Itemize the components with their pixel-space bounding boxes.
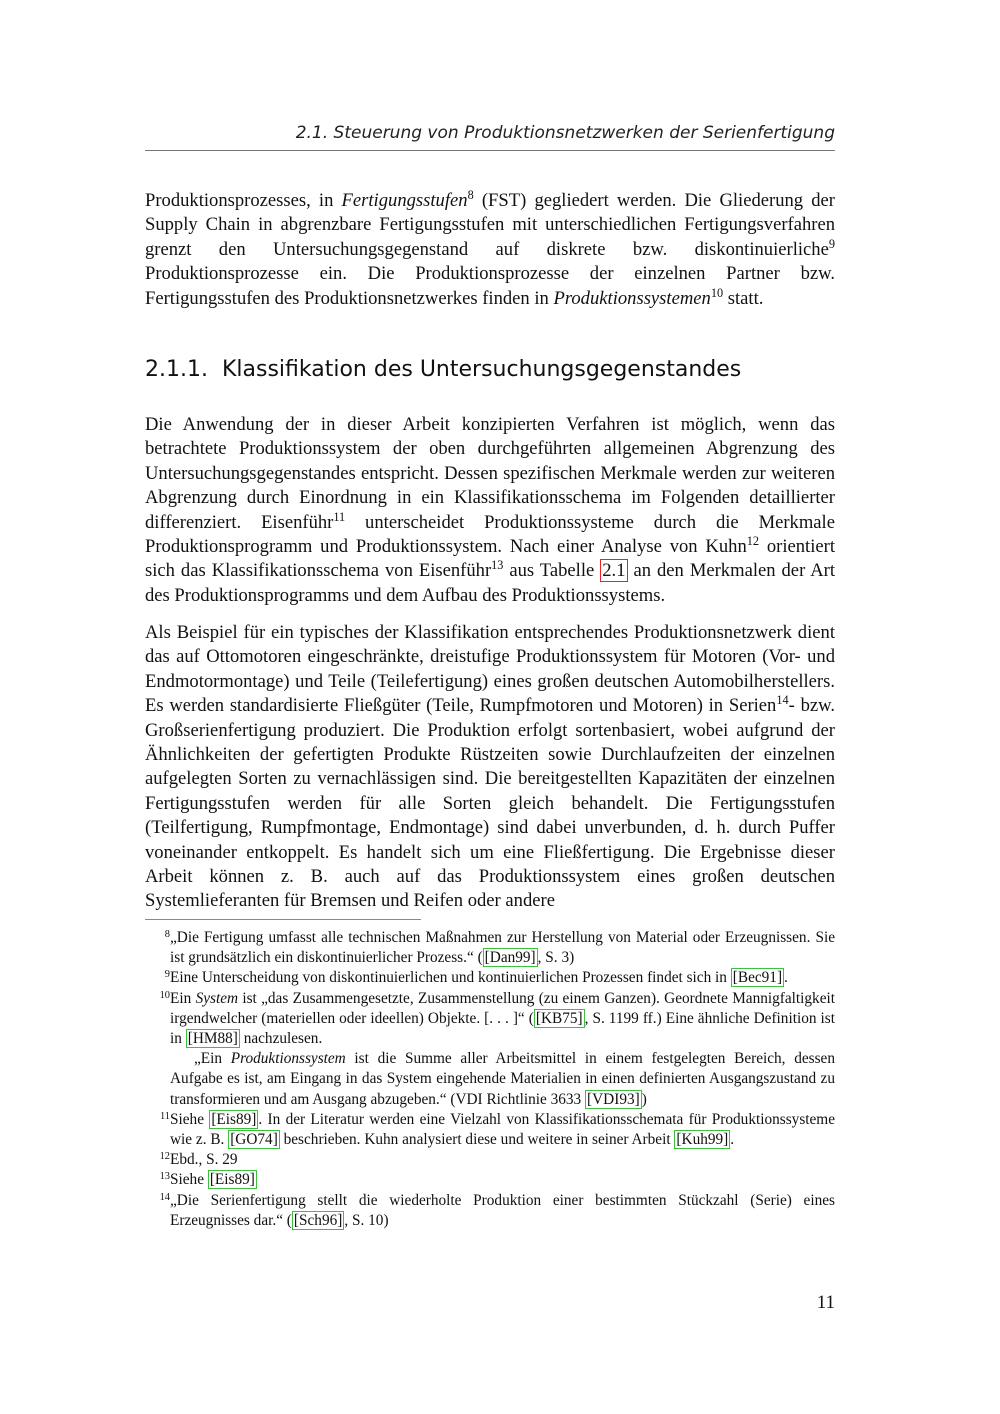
footnote-mark [145, 968, 170, 988]
footnote-mark [145, 989, 170, 1050]
text-run: ) [641, 1090, 647, 1108]
footnote-ref-10[interactable]: 10 [710, 285, 724, 300]
footnote-mark [145, 1191, 170, 1231]
citation-link-hm88[interactable]: [HM88] [187, 1030, 238, 1048]
citation-link-kb75[interactable]: [KB75] [535, 1009, 583, 1027]
footnote-text [170, 1110, 835, 1150]
body-paragraph-2 [145, 413, 835, 608]
text-run: „Die Serienfertigung stellt die wiederholte Produktion einer bestimmten Stückzahl (Serie) eines Erzeugnisses dar.“ ( [170, 1191, 835, 1229]
footnote-text [170, 928, 835, 968]
text-run: , S. 10) [344, 1211, 389, 1229]
text-run: orientiert sich das Klassifikationsschema von Eisenführ [145, 536, 835, 582]
term-produktionssystemen: Produktionssystemen [553, 287, 711, 309]
footnote-text [170, 989, 835, 1050]
text-run: - bzw. Großserienfertigung produziert. Die Produktion erfolgt sortenbasiert, wobei aufgrund der Ähnlichkeiten der gefertigten Produkte Rüstzeiten sowie Durchlaufzeiten der einzelnen aufgelegten Sorten zu vernachlässigen sind. Die bereitgestellten Kapazitäten der einzelnen Fertigungsstufen werden für alle Sorten gleich behandelt. Die Fertigungsstufen (Teilfertigung, Rumpfmontage, Endmontage) sind dabei unverbunden, d. h. durch Puffer voneinander entkoppelt. Es handelt sich um eine Fließfertigung. Die Ergebnisse dieser Arbeit können z. B. auch auf das Produktionssystem eines großen deutschen Systemlieferanten für Bremsen und Reifen oder andere [145, 695, 835, 912]
text-run: unterscheidet Produktionssysteme durch die Merkmale Produktionsprogramm und Produktionssystem. Nach einer Analyse von Kuhn [145, 511, 835, 558]
section-number: 2.1.1. [145, 357, 208, 382]
text-run: aus Tabelle [503, 560, 601, 582]
header-rule [145, 150, 835, 151]
term-fertigungsstufen: Fertigungsstufen [341, 190, 468, 211]
footnote-8 [145, 928, 835, 968]
running-header: 2.1. Steuerung von Produktionsnetzwerken der Serienfertigung [295, 123, 835, 143]
footnote-ref-12[interactable]: 12 [746, 533, 760, 548]
text-run: ist die Summe aller Arbeitsmittel in einem festgelegten Bereich, dessen Aufgabe es ist, am Eingang in das System eingehende Materialien in einen definierten Ausgangszustand zu transformieren und am Ausgang abzugeben.“ (VDI Richtlinie 3633 [170, 1050, 835, 1108]
text-run: (FST) gegliedert werden. Die Gliederung der Supply Chain in abgrenzbare Fertigungsstufen mit unterschiedlichen Fertigungsverfahren grenzt den Untersuchungsgegenstand auf diskrete bzw. diskontinuierliche [145, 190, 835, 260]
footnote-number: 12 [159, 1151, 170, 1163]
body-paragraph-3 [145, 621, 835, 914]
text-run: „Ein [194, 1050, 231, 1068]
footnote-number: 8 [164, 929, 170, 940]
footnote-mark [145, 1150, 170, 1170]
footnote-number: 11 [159, 1110, 170, 1122]
text-run: . [784, 969, 788, 987]
footnote-ref-13[interactable]: 13 [491, 558, 504, 573]
text-run: statt. [723, 287, 764, 309]
citation-link-bec91[interactable]: [Bec91] [732, 969, 783, 987]
text-run: ist „das Zusammengesetzte, Zusammenstellung (zu einem Ganzen). Geordnete Mannigfaltigkeit irgendwelcher (materiellen oder ideellen) Objekte. [. . . ]“ ( [170, 989, 835, 1027]
footnote-text [170, 968, 835, 988]
text-run: Ein [170, 989, 196, 1007]
text-run: . [730, 1131, 735, 1149]
table-reference-link[interactable]: 2.1 [602, 560, 626, 582]
text-run: Siehe [170, 1110, 210, 1128]
footnote-number: 13 [159, 1171, 170, 1183]
footnote-text [170, 1170, 835, 1190]
footnote-10-quote [145, 1049, 835, 1110]
body-paragraph-1 [145, 189, 835, 311]
footnotes [145, 928, 835, 1231]
citation-link-eis89[interactable]: [Eis89] [211, 1110, 257, 1128]
footnote-text [170, 1191, 835, 1231]
text-run: Eine Unterscheidung von diskontinuierlichen und kontinuierlichen Prozessen findet sich in [170, 969, 731, 987]
text-run: , S. 3) [537, 949, 575, 967]
text-run: Als Beispiel für ein typisches der Klassifikation entsprechendes Produktionsnetzwerk dient das auf Ottomotoren eingeschränkte, dreistufige Produktionssystem für Motoren (Vor- und Endmotormontage) und Teile (Teilefertigung) eines großen deutschen Automobilherstellers. Es werden standardisierte Fließgüter (Teile, Rumpfmotoren und Motoren) in Serien [145, 622, 835, 717]
footnote-text: Ebd., S. 29 [170, 1151, 238, 1169]
footnote-ref-14[interactable]: 14 [776, 693, 789, 708]
footnote-11 [145, 1110, 835, 1150]
footnote-mark [145, 1110, 170, 1150]
citation-link-sch96[interactable]: [Sch96] [293, 1211, 343, 1229]
text-run: Siehe [170, 1171, 208, 1189]
footnote-number: 9 [164, 969, 170, 981]
footnote-mark [145, 1170, 170, 1190]
term-system: System [195, 989, 239, 1007]
text-run: beschrieben. Kuhn analysiert diese und weitere in seiner Arbeit [279, 1131, 675, 1149]
citation-link-kuh99[interactable]: [Kuh99] [676, 1131, 729, 1149]
text-run: , S. 1199 ff.) Eine ähnliche Definition ist in [170, 1009, 835, 1048]
footnote-rule [145, 919, 421, 920]
text-run: Die Anwendung der in dieser Arbeit konzipierten Verfahren ist möglich, wenn das betrachtete Produktionssystem der oben durchgeführten allgemeinen Abgrenzung des Untersuchungsgegenstandes entspricht. Dessen spezifischen Merkmale werden zur weiteren Abgrenzung durch Einordnung in ein Klassifikationsschema im Folgenden detaillierter differenziert. Eisenführ [145, 414, 835, 533]
text-run: an den Merkmalen der Art des Produktionsprogramms und dem Aufbau des Produktionssystems. [145, 560, 835, 606]
section-title: Klassifikation des Untersuchungsgegenstandes [221, 357, 742, 382]
footnote-ref-9[interactable]: 9 [828, 236, 835, 251]
footnote-mark [145, 928, 170, 968]
citation-link-vdi93[interactable]: [VDI93] [587, 1090, 640, 1108]
text-run: Produktionsprozesse ein. Die Produktionsprozesse der einzelnen Partner bzw. Fertigungsstufen des Produktionsnetzwerkes finden in [145, 263, 835, 309]
footnote-13 [145, 1170, 835, 1190]
footnote-12 [145, 1150, 835, 1170]
footnote-9 [145, 968, 835, 988]
footnote-14 [145, 1191, 835, 1231]
text-run: nachzulesen. [239, 1030, 323, 1048]
footnote-ref-8[interactable]: 8 [467, 187, 474, 202]
section-heading [145, 355, 741, 385]
text-run: „Die Fertigung umfasst alle technischen Maßnahmen zur Herstellung von Material oder Erzeugnissen. Sie ist grundsätzlich ein diskontinuierlicher Prozess.“ ( [170, 929, 835, 967]
footnote-number: 14 [159, 1191, 170, 1203]
citation-link-dan99[interactable]: [Dan99] [484, 949, 536, 967]
citation-link-eis89[interactable]: [Eis89] [209, 1171, 255, 1189]
page-number: 11 [816, 1292, 835, 1313]
text-run: Produktionsprozesses, in [145, 190, 342, 211]
footnote-10 [145, 989, 835, 1050]
term-produktionssystem: Produktionssystem [230, 1050, 346, 1068]
text-run: . In der Literatur werden eine Vielzahl von Klassifikationsschemata für Produktionssysteme wie z. B. [170, 1110, 835, 1149]
footnote-ref-11[interactable]: 11 [333, 509, 346, 524]
footnote-number: 10 [159, 989, 170, 1001]
citation-link-go74[interactable]: [GO74] [230, 1131, 278, 1149]
